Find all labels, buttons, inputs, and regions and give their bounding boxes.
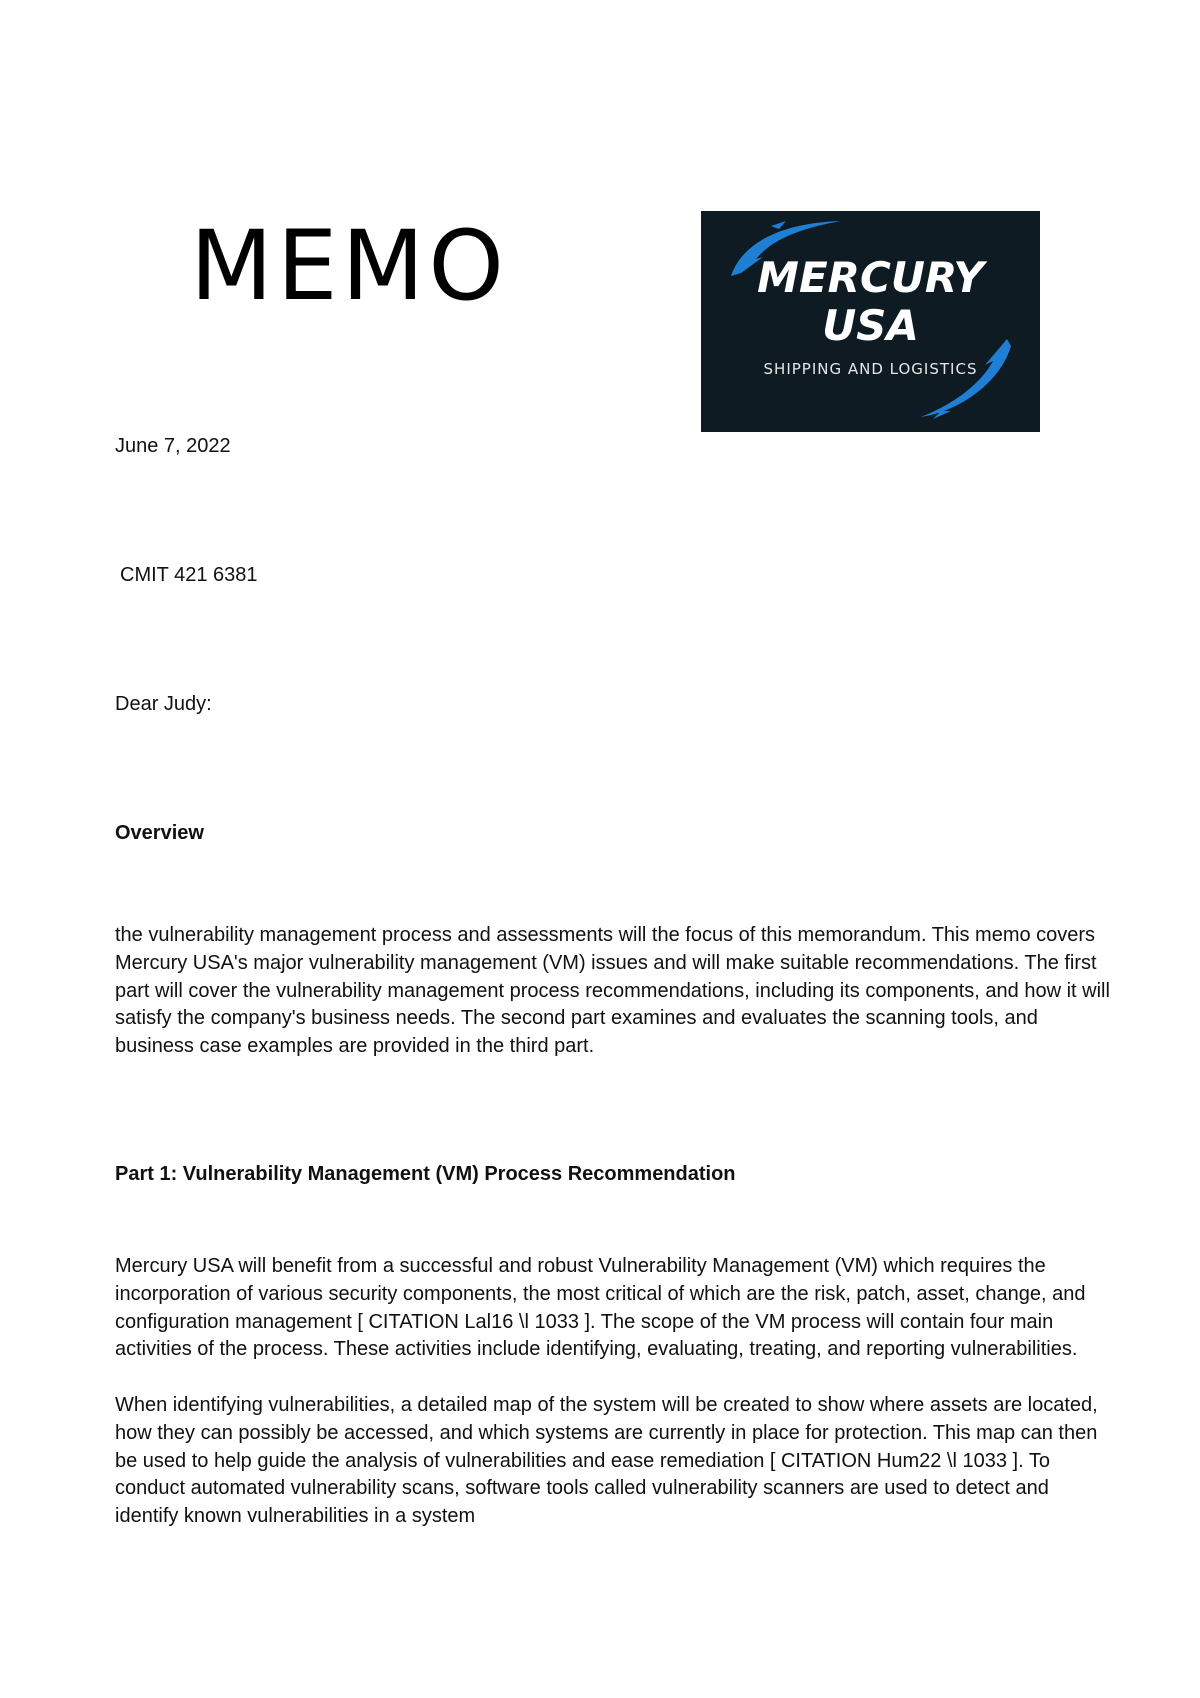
part1-paragraph-1: Mercury USA will benefit from a successful and robust Vulnerability Management (VM) which requires the incorporation of various security components, the most critical of which are the risk, patch, asset, change, and configuration management [ CITATION Lal16 \l 1033 ]. The scope of the VM process will contain four main activities of the process. These activities include identifying, evaluating, treating, and reporting vulnerabilities.	[115, 1255, 1086, 1361]
logo-tagline: SHIPPING AND LOGISTICS	[763, 360, 978, 378]
memo-title: MEMO	[190, 210, 508, 322]
memo-date: June 7, 2022	[115, 435, 231, 457]
logo-brand-country: USA	[822, 301, 919, 350]
part1-paragraph-2: When identifying vulnerabilities, a detailed map of the system will be created to show where assets are located, how they can possibly be accessed, and which systems are currently in place for protection. This map can then be used to help guide the analysis of vulnerabilities and ease remediation [ CITATION Hum22 \l 1033 ]. To conduct automated vulnerability scans, software tools called vulnerability scanners are used to detect and identify known vulnerabilities in a system	[115, 1394, 1098, 1528]
overview-paragraph: the vulnerability management process and assessments will the focus of this memorandum. This memo covers Mercury USA's major vulnerability management (VM) issues and will make suitable recommendations. The first part will cover the vulnerability management process recommendations, including its components, and how it will satisfy the company's business needs. The second part examines and evaluates the scanning tools, and business case examples are provided in the third part.	[115, 924, 1110, 1058]
company-logo	[701, 211, 1040, 432]
logo-brand-name: MERCURY	[757, 253, 984, 302]
salutation: Dear Judy:	[115, 693, 212, 715]
overview-heading: Overview	[115, 822, 204, 844]
part1-heading: Part 1: Vulnerability Management (VM) Process Recommendation	[115, 1163, 736, 1185]
course-code: CMIT 421 6381	[120, 564, 258, 586]
